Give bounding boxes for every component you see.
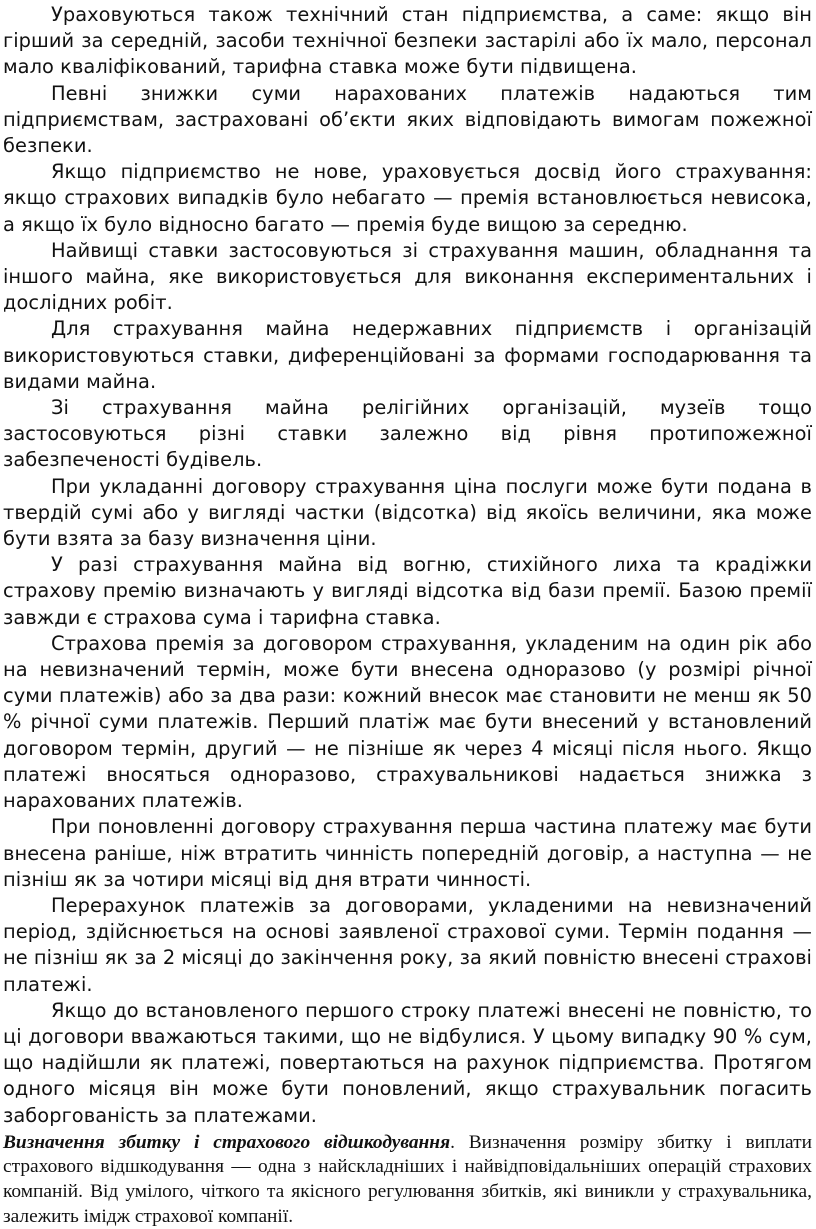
paragraph-4: Найвищі ставки застосовуються зі страхування машин, обладнання та іншого майна, яке використовується для виконання експериментальних і дослідних робіт. — [3, 238, 812, 315]
paragraph-8: У разі страхування майна від вогню, стихійного лиха та крадіжки страхову премію визначають у вигляді відсотка від бази премії. Базою премії завжди є страхова сума і тарифна ставка. — [3, 553, 812, 629]
section-paragraph — [3, 1131, 812, 1229]
paragraph-3: Якщо підприємство не нове, ураховується досвід його страхування: якщо страхових випадків було небагато — премія встановлюється невисока, а якщо їх було відносно багато — премія буде вищою за середню. — [3, 160, 812, 236]
section-text: . Визначення розміру збитку і виплати страхового відшкодування — одна з найскладніших і найвідповідальніших операцій страхових компаній. Від умілого, чіткого та якісного регулювання збитків, які виникли у страхувальника, залежить імідж страхової компанії. — [3, 1131, 812, 1227]
paragraph-1: Ураховуються також технічний стан підприємства, а саме: якщо він гірший за середній, засоби технічної безпеки застарілі або їх мало, персонал мало кваліфікований, тарифна ставка може бути підвищена. — [3, 3, 812, 79]
paragraph-6: Зі страхування майна релігійних організацій, музеїв тощо застосовуються різні ставки залежно від рівня протипожежної забезпеченості будівель. — [3, 396, 812, 472]
paragraph-12: Якщо до встановленого першого строку платежі внесені не повністю, то ці договори вважаються такими, що не відбулися. У цьому випадку 90 % сум, що надійшли як платежі, повертаються на рахунок підприємства. Протягом одного місяця він може бути поновлений, якщо страхувальник погасить заборгованість за платежами. — [3, 998, 812, 1127]
paragraph-11: Перерахунок платежів за договорами, укладеними на невизначений період, здійснюється на основі заявленої страхової суми. Термін подання — не пізніш як за 2 місяці до закінчення року, за який повністю внесені страхові платежі. — [3, 893, 812, 996]
paragraph-10: При поновленні договору страхування перша частина платежу має бути внесена раніше, ніж втратить чинність попередній договір, а наступна — не пізніш як за чотири місяці від дня втрати чинності. — [3, 815, 812, 891]
paragraph-5: Для страхування майна недержавних підприємств і організацій використовуються ставки, диференційовані за формами господарювання та видами майна. — [3, 317, 812, 393]
paragraph-2: Певні знижки суми нарахованих платежів надаються тим підприємствам, застраховані об’єкти яких відповідають вимогам пожежної безпеки. — [3, 81, 812, 158]
section-heading: Визначення збитку і страхового відшкодування — [3, 1131, 451, 1153]
paragraph-9: Страхова премія за договором страхування, укладеним на один рік або на невизначений термін, може бути внесена одноразово (у розмірі річної суми платежів) або за два рази: кожний внесок має становити не менш як 50 % річної суми платежів. Перший платіж має бути внесений у встановлений договором термін, другий — не пізніше як через 4 місяці після нього. Якщо платежі вносяться одноразово, страхувальникові надається знижка з нарахованих платежів. — [3, 631, 812, 813]
paragraph-7: При укладанні договору страхування ціна послуги може бути подана в твердій сумі або у вигляді частки (відсотка) від якоїсь величини, яка може бути взята за базу визначення ціни. — [3, 474, 812, 551]
